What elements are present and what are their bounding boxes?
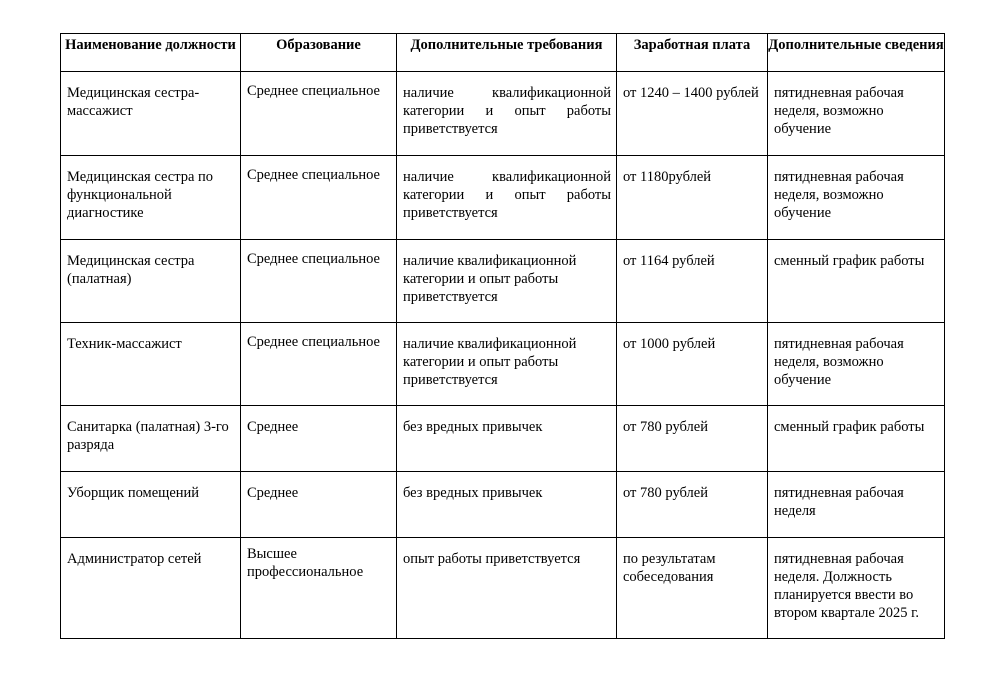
table-row [61, 156, 945, 240]
cell-position: Медицинская сестра по функциональной диагностике [61, 156, 241, 240]
cell-education: Среднее специальное [241, 156, 397, 240]
cell-position: Уборщик помещений [61, 472, 241, 538]
cell-position: Техник-массажист [61, 323, 241, 406]
table-row [61, 323, 945, 406]
vacancies-table [60, 33, 945, 639]
table-row [61, 472, 945, 538]
cell-education: Среднее специальное [241, 240, 397, 323]
table-header-row [61, 34, 945, 72]
cell-requirements: наличие квалификационной категории и опыт работы приветствуется [397, 72, 617, 156]
cell-notes: сменный график работы [768, 240, 945, 323]
cell-requirements: без вредных привычек [397, 472, 617, 538]
header-notes: Дополнительные сведения [768, 34, 945, 72]
cell-position: Медицинская сестра-массажист [61, 72, 241, 156]
cell-salary: от 1180рублей [617, 156, 768, 240]
cell-salary: от 780 рублей [617, 472, 768, 538]
header-position: Наименование должности [61, 34, 241, 72]
table-row [61, 538, 945, 639]
cell-position: Санитарка (палатная) 3-го разряда [61, 406, 241, 472]
table-row [61, 72, 945, 156]
table-row [61, 240, 945, 323]
cell-requirements: наличие квалификационной категории и опыт работы приветствуется [397, 323, 617, 406]
cell-notes: сменный график работы [768, 406, 945, 472]
cell-requirements: без вредных привычек [397, 406, 617, 472]
cell-salary: от 1240 – 1400 рублей [617, 72, 768, 156]
cell-notes: пятидневная рабочая неделя, возможно обучение [768, 156, 945, 240]
header-salary: Заработная плата [617, 34, 768, 72]
cell-education: Среднее [241, 472, 397, 538]
cell-education: Высшее профессиональное [241, 538, 397, 639]
cell-position: Администратор сетей [61, 538, 241, 639]
cell-notes: пятидневная рабочая неделя [768, 472, 945, 538]
cell-salary: от 780 рублей [617, 406, 768, 472]
cell-education: Среднее [241, 406, 397, 472]
cell-education: Среднее специальное [241, 72, 397, 156]
cell-salary: от 1164 рублей [617, 240, 768, 323]
cell-requirements: наличие квалификационной категории и опыт работы приветствуется [397, 156, 617, 240]
table-row [61, 406, 945, 472]
cell-position: Медицинская сестра (палатная) [61, 240, 241, 323]
cell-notes: пятидневная рабочая неделя. Должность планируется ввести во втором квартале 2025 г. [768, 538, 945, 639]
cell-salary: от 1000 рублей [617, 323, 768, 406]
cell-salary: по результатам собеседования [617, 538, 768, 639]
cell-education: Среднее специальное [241, 323, 397, 406]
cell-requirements: наличие квалификационной категории и опыт работы приветствуется [397, 240, 617, 323]
cell-notes: пятидневная рабочая неделя, возможно обучение [768, 323, 945, 406]
header-requirements: Дополнительные требования [397, 34, 617, 72]
cell-notes: пятидневная рабочая неделя, возможно обучение [768, 72, 945, 156]
cell-requirements: опыт работы приветствуется [397, 538, 617, 639]
header-education: Образование [241, 34, 397, 72]
